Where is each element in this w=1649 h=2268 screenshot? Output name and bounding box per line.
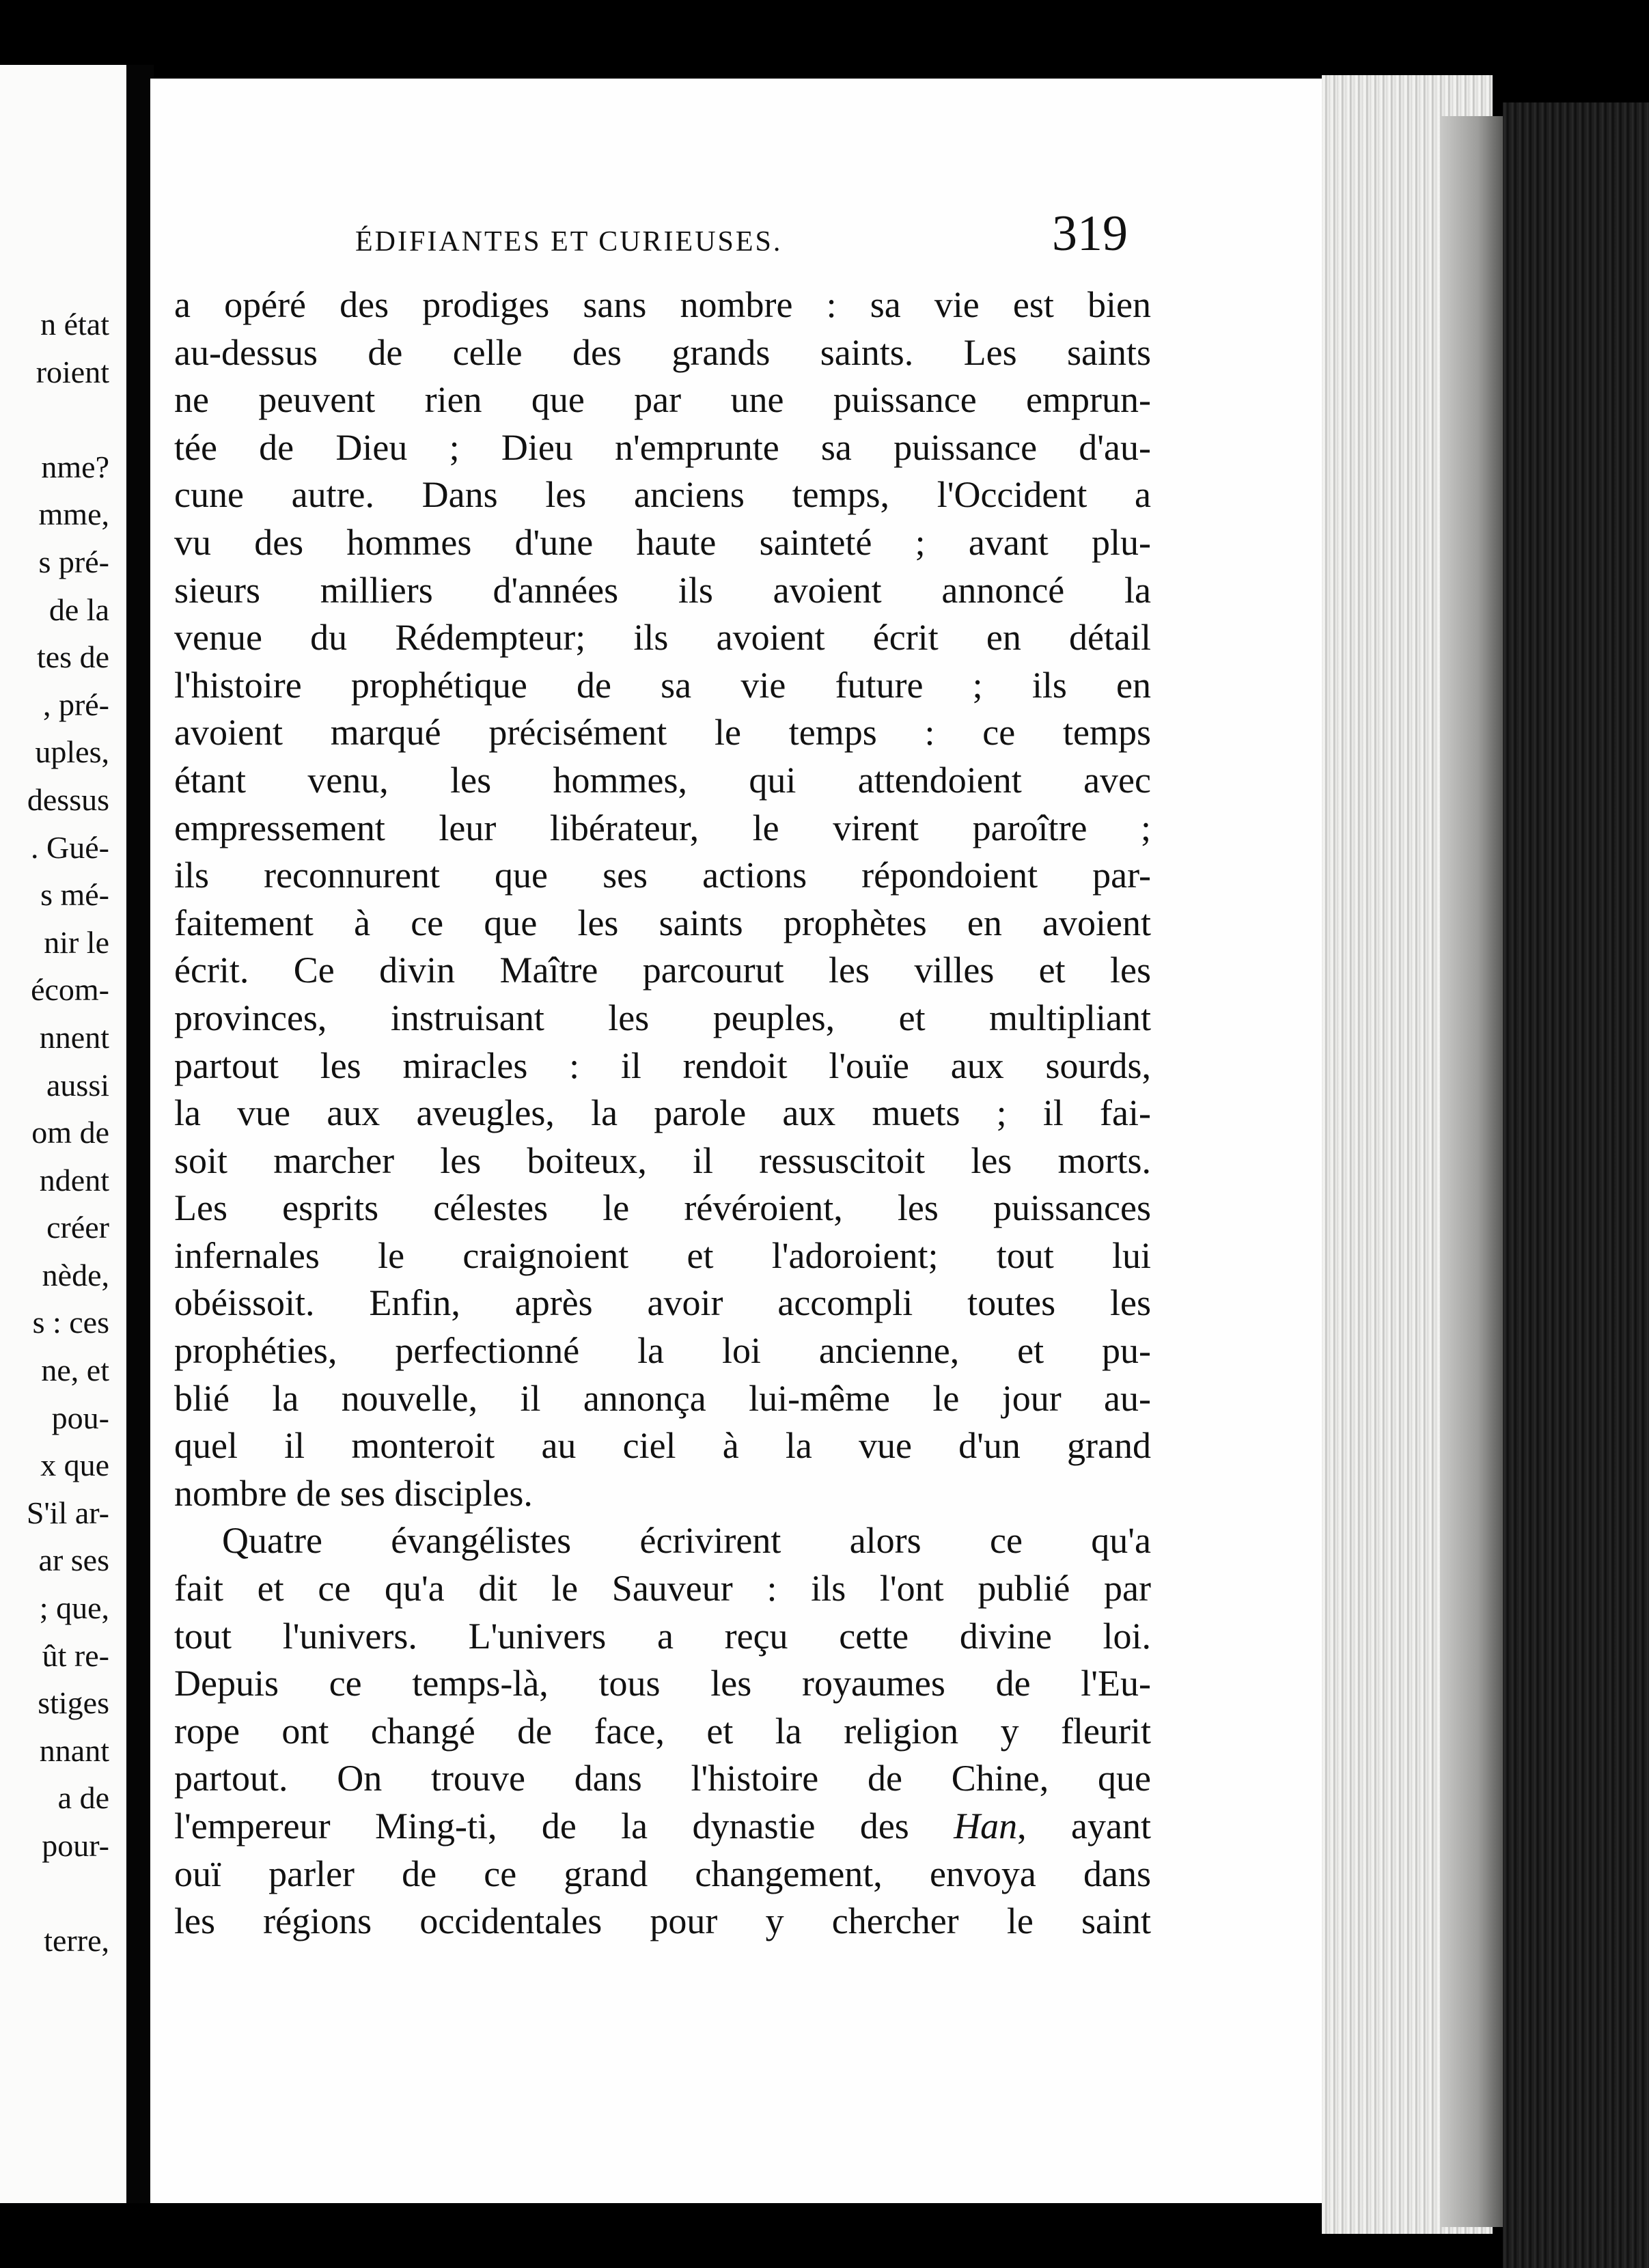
text-line: ouï parler de ce grand changement, envoya dans <box>174 1853 1151 1894</box>
text-line: blié la nouvelle, il annonça lui-même le jour au- <box>174 1377 1151 1419</box>
text-line: prophéties, perfectionné la loi ancienne, et pu- <box>174 1330 1151 1372</box>
running-head: ÉDIFIANTES ET CURIEUSES. <box>355 226 783 258</box>
book-gutter <box>126 65 154 2203</box>
facing-line: uples, <box>35 734 109 770</box>
text-line: Les esprits célestes le révéroient, les puissances <box>174 1187 1151 1229</box>
text-line: l'histoire prophétique de sa vie future ; ils en <box>174 664 1151 706</box>
facing-line: ar ses <box>38 1543 109 1578</box>
text-line: rope ont changé de face, et la religion y fleurit <box>174 1710 1151 1752</box>
text-line: provinces, instruisant les peuples, et multipliant <box>174 997 1151 1038</box>
text-line: ils reconnurent que ses actions répondoient par- <box>174 855 1151 896</box>
text-line: ne peuvent rien que par une puissance emprun- <box>174 379 1151 421</box>
facing-line: , pré- <box>42 687 109 722</box>
text-line: soit marcher les boiteux, il ressuscitoit les morts. <box>174 1139 1151 1181</box>
facing-line: tes de <box>36 639 109 675</box>
facing-line <box>0 396 109 443</box>
text-line: étant venu, les hommes, qui attendoient avec <box>174 759 1151 801</box>
page-number: 319 <box>1052 206 1128 262</box>
facing-line: . Gué- <box>31 829 109 865</box>
text-line: avoient marqué précisément le temps : ce temps <box>174 712 1151 753</box>
text-line: sieurs milliers d'années ils avoient annoncé la <box>174 569 1151 611</box>
text-line: écrit. Ce divin Maître parcourut les villes et les <box>174 950 1151 991</box>
text-line: au-dessus de celle des grands saints. Les saints <box>174 331 1151 373</box>
facing-line: aussi <box>46 1067 109 1103</box>
text-line: tout l'univers. L'univers a reçu cette divine loi. <box>174 1615 1151 1657</box>
text-line: empressement leur libérateur, le virent paroître ; <box>174 807 1151 848</box>
facing-line: ndent <box>39 1162 109 1198</box>
facing-line: créer <box>46 1210 109 1245</box>
facing-line: dessus <box>27 782 109 817</box>
facing-line: s pré- <box>38 544 109 579</box>
facing-line: s mé- <box>40 877 109 913</box>
facing-line <box>0 1870 109 1918</box>
facing-line: nir le <box>44 924 109 960</box>
text-line: Depuis ce temps-là, tous les royaumes de l'Eu- <box>174 1663 1151 1704</box>
text-line: venue du Rédempteur; ils avoient écrit en détail <box>174 617 1151 659</box>
text-line: les régions occidentales pour y chercher le saint <box>174 1900 1151 1942</box>
facing-line: écom- <box>31 972 109 1008</box>
text-line: quel il monteroit au ciel à la vue d'un grand <box>174 1425 1151 1467</box>
facing-line: ; que, <box>39 1590 109 1626</box>
facing-line: mme, <box>38 497 109 532</box>
text-segment: , ayant <box>1017 1806 1151 1847</box>
text-line: faitement à ce que les saints prophètes en avoient <box>174 902 1151 943</box>
facing-line: ne, et <box>41 1353 109 1388</box>
facing-line: s : ces <box>32 1305 109 1340</box>
facing-line: pour- <box>42 1828 109 1863</box>
text-line <box>174 1803 1151 1851</box>
text-line: obéissoit. Enfin, après avoir accompli toutes les <box>174 1282 1151 1324</box>
facing-line: n état <box>40 307 109 342</box>
text-line: tée de Dieu ; Dieu n'emprunte sa puissance d'au- <box>174 426 1151 468</box>
facing-line: roient <box>36 354 109 389</box>
facing-page-text <box>0 301 109 1965</box>
facing-line: a de <box>57 1780 109 1816</box>
text-line: a opéré des prodiges sans nombre : sa vie est bien <box>174 284 1151 325</box>
facing-line: S'il ar- <box>26 1495 109 1530</box>
paragraph-end-line: nombre de ses disciples. <box>174 1472 533 1514</box>
body-text <box>174 281 1151 1946</box>
book-cover-edge <box>1503 102 1649 2268</box>
facing-line: ût re- <box>42 1637 109 1673</box>
text-line: vu des hommes d'une haute sainteté ; avant plu- <box>174 521 1151 563</box>
facing-line: nnent <box>39 1019 109 1055</box>
text-line: la vue aux aveugles, la parole aux muets ; il fai- <box>174 1092 1151 1134</box>
facing-line: nnant <box>39 1732 109 1768</box>
page-edge-shadow <box>1441 116 1503 2227</box>
facing-page-fragment <box>0 65 126 2203</box>
text-line: fait et ce qu'a dit le Sauveur : ils l'ont publié par <box>174 1568 1151 1609</box>
facing-line: pou- <box>51 1400 109 1435</box>
text-line: infernales le craignoient et l'adoroient; tout lui <box>174 1234 1151 1276</box>
text-segment: l'empereur Ming-ti, de la dynastie des <box>174 1806 954 1847</box>
facing-line: x que <box>40 1448 109 1483</box>
text-line: partout les miracles : il rendoit l'ouïe aux sourds, <box>174 1045 1151 1086</box>
facing-line: stiges <box>38 1685 109 1721</box>
facing-line: nède, <box>42 1257 109 1292</box>
facing-line: nme? <box>41 449 109 484</box>
italic-dynasty-name: Han <box>954 1806 1018 1847</box>
paragraph-start-line: Quatre évangélistes écrivirent alors ce qu'a <box>222 1520 1151 1562</box>
text-line: cune autre. Dans les anciens temps, l'Occident a <box>174 474 1151 516</box>
text-line: partout. On trouve dans l'histoire de Chine, que <box>174 1758 1151 1799</box>
facing-line: de la <box>48 592 109 627</box>
facing-line: om de <box>31 1115 109 1150</box>
facing-line: terre, <box>44 1923 109 1959</box>
